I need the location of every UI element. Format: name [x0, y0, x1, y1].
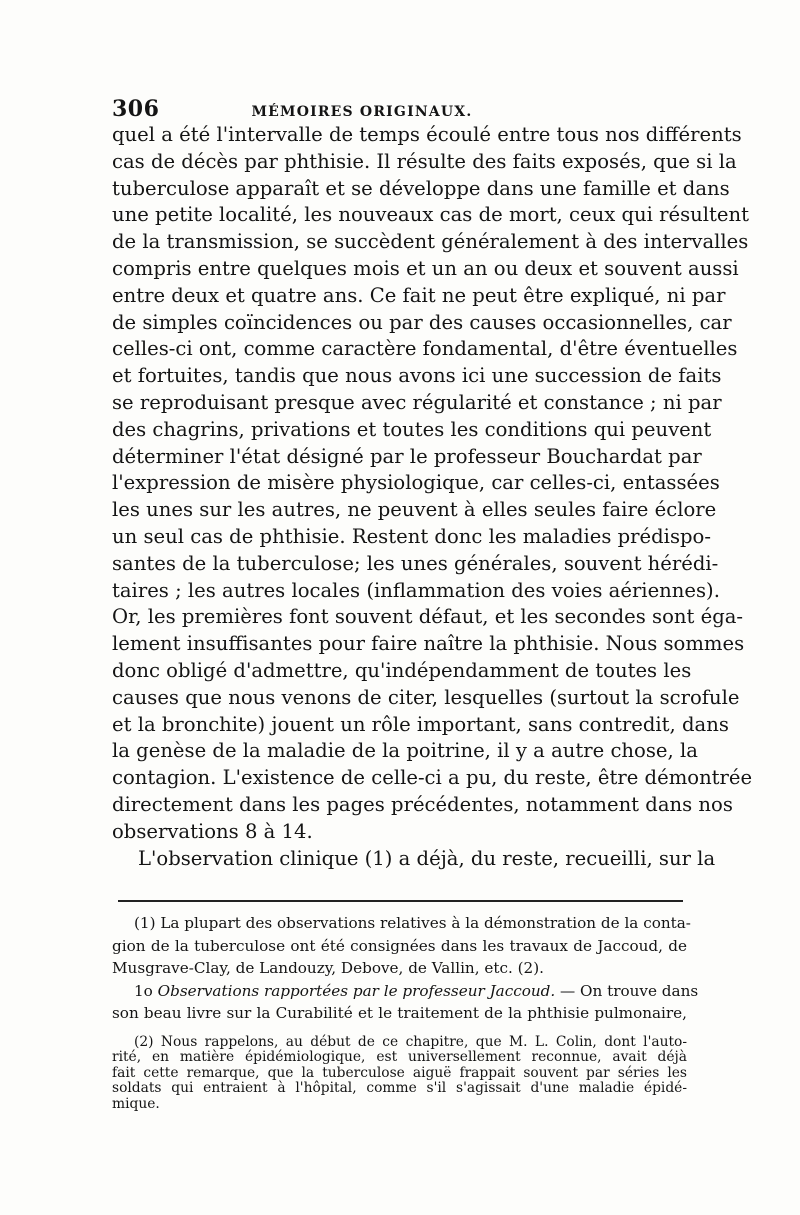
body-line: des chagrins, privations et toutes les conditions qui peuvent	[112, 417, 712, 441]
body-line: causes que nous venons de citer, lesquelles (surtout la scrofule	[112, 685, 740, 709]
footnotes	[112, 912, 699, 1112]
footnote-1-line: (1) La plupart des observations relatives à la démonstration de la conta-	[134, 914, 691, 932]
footnote-2-line: mique.	[112, 1095, 160, 1112]
body-line: donc obligé d'admettre, qu'indépendamment de toutes les	[112, 658, 692, 682]
body-line: cas de décès par phthisie. Il résulte des faits exposés, que si la	[112, 149, 737, 173]
body-line: Or, les premières font souvent défaut, et les secondes sont éga-	[112, 605, 744, 629]
body-line: observations 8 à 14.	[112, 819, 313, 843]
running-title: MÉMOIRES ORIGINAUX.	[251, 104, 473, 120]
body-line: quel a été l'intervalle de temps écoulé entre tous nos différents	[112, 123, 742, 146]
body-line: entre deux et quatre ans. Ce fait ne peut être expliqué, ni par	[112, 283, 726, 307]
footnote-2	[112, 1035, 687, 1112]
footnote-1-item-line: son beau livre sur la Curabilité et le traitement de la phthisie pulmonaire,	[112, 1004, 687, 1023]
body-line: les unes sur les autres, ne peuvent à elles seules faire éclore	[112, 498, 717, 522]
page-number: 306	[112, 96, 160, 122]
body-line: lement insuffisantes pour faire naître la phthisie. Nous sommes	[112, 632, 745, 656]
body-line: et la bronchite) jouent un rôle important, sans contredit, dans	[112, 712, 729, 736]
body-line: tuberculose apparaît et se développe dans une famille et dans	[112, 176, 730, 200]
page-header	[112, 96, 700, 124]
footnote-1-line: Musgrave-Clay, de Landouzy, Debove, de Vallin, etc. (2).	[112, 959, 544, 978]
body-line: directement dans les pages précédentes, notamment dans nos	[112, 792, 733, 816]
body-line: la genèse de la maladie de la poitrine, il y a autre chose, la	[112, 739, 698, 763]
footnote-rule	[118, 900, 683, 902]
body-line: l'expression de misère physiologique, car celles-ci, entassées	[112, 471, 720, 495]
body-line: de simples coïncidences ou par des causes occasionnelles, car	[112, 310, 732, 334]
body-line: santes de la tuberculose; les unes générales, souvent hérédi-	[112, 551, 719, 575]
body-line: celles-ci ont, comme caractère fondamental, d'être éventuelles	[112, 337, 738, 361]
footnote-2-line: fait cette remarque, que la tuberculose aiguë frappait souvent par séries les	[112, 1064, 687, 1081]
body-line: contagion. L'existence de celle-ci a pu, du reste, être démontrée	[112, 766, 753, 790]
body-line: taires ; les autres locales (inflammation des voies aériennes).	[112, 578, 720, 602]
body-line: se reproduisant presque avec régularité et constance ; ni par	[112, 390, 722, 414]
footnote-1-item	[112, 980, 699, 1003]
footnote-1-item-rest: — On trouve dans	[555, 981, 699, 1000]
footnote-1-item-number: 1o	[134, 981, 153, 1000]
body-line: et fortuites, tandis que nous avons ici une succession de faits	[112, 364, 722, 388]
body-line: un seul cas de phthisie. Restent donc les maladies prédispo-	[112, 524, 711, 548]
body-line: de la transmission, se succèdent généralement à des intervalles	[112, 230, 749, 254]
body-line: une petite localité, les nouveaux cas de mort, ceux qui résultent	[112, 203, 750, 227]
footnote-2-line: rité, en matière épidémiologique, est universellement reconnue, avait déjà	[112, 1049, 687, 1066]
body-text	[112, 122, 753, 872]
footnote-2-line: (2) Nous rappelons, au début de ce chapitre, que M. L. Colin, dont l'auto-	[134, 1033, 687, 1050]
body-paragraph-start: L'observation clinique (1) a déjà, du reste, recueilli, sur la	[138, 846, 716, 870]
body-line: déterminer l'état désigné par le professeur Bouchardat par	[112, 444, 702, 468]
body-line: compris entre quelques mois et un an ou deux et souvent aussi	[112, 256, 739, 280]
footnote-2-line: soldats qui entraient à l'hôpital, comme s'il s'agissait d'une maladie épidé-	[112, 1080, 687, 1097]
footnote-1-line: gion de la tuberculose ont été consignées dans les travaux de Jaccoud, de	[112, 936, 687, 955]
footnote-1-item-title: Observations rapportées par le professeur Jaccoud.	[157, 981, 556, 1000]
